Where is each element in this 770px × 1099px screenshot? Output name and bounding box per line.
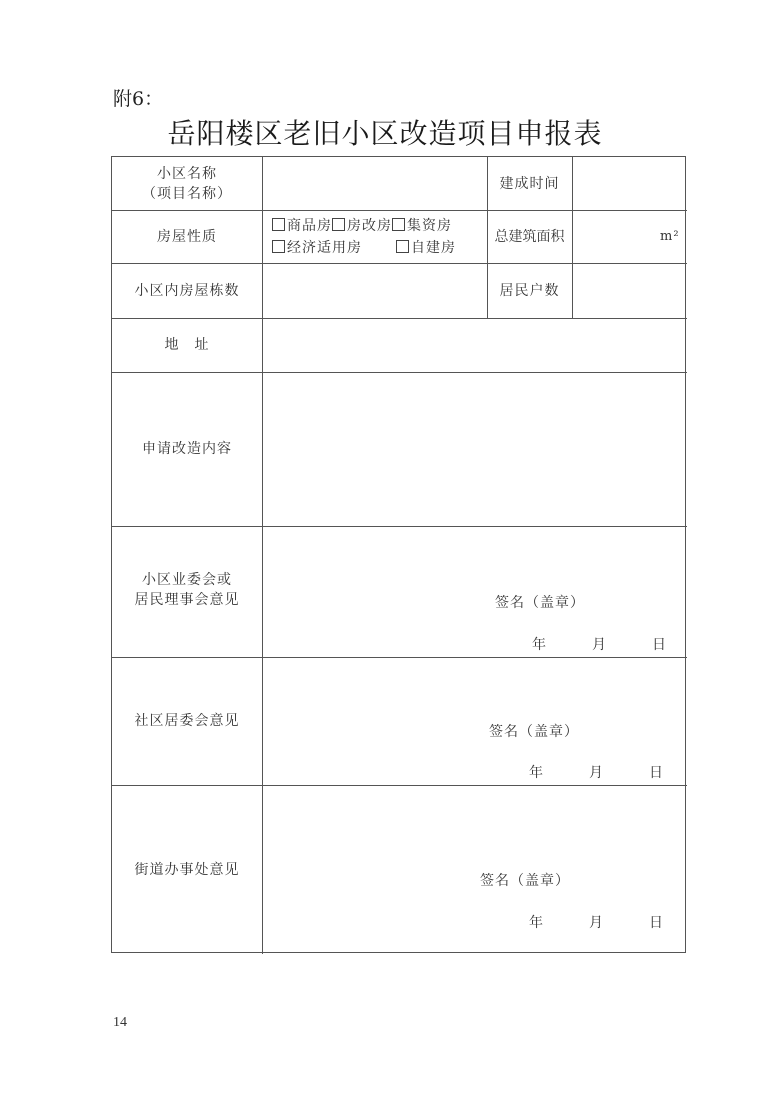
building-count-label: 小区内房屋栋数 — [134, 283, 240, 299]
page-number: 14 — [113, 1015, 127, 1030]
signature-seal-label: 签名（盖章） — [480, 873, 570, 889]
date-label: 年 月 日 — [529, 915, 664, 931]
total-floor-area-label: 总建筑面积 — [494, 229, 565, 245]
application-form-table — [111, 156, 686, 953]
row-divider — [112, 318, 687, 319]
project-name-label: 小区名称 （项目名称） — [142, 166, 232, 202]
street-office-opinion-label: 街道办事处意见 — [134, 862, 240, 878]
renovation-content-label: 申请改造内容 — [142, 441, 232, 457]
row-divider — [112, 657, 687, 658]
date-label: 年 月 日 — [532, 637, 667, 653]
attachment-label: 附6： — [113, 88, 164, 110]
checkbox-collective-housing[interactable]: 集资房 — [392, 218, 452, 234]
checkbox-reform-housing[interactable]: 房改房 — [332, 218, 392, 234]
checkbox-icon[interactable] — [392, 218, 405, 231]
row-divider — [112, 210, 687, 211]
project-name-field[interactable] — [263, 158, 486, 209]
address-label: 地 址 — [164, 337, 210, 353]
completion-date-label: 建成时间 — [499, 176, 560, 192]
area-unit: m² — [660, 229, 680, 244]
row-divider — [112, 785, 687, 786]
checkbox-icon[interactable] — [272, 240, 285, 253]
community-committee-opinion-label: 社区居委会意见 — [134, 713, 240, 729]
checkbox-icon[interactable] — [272, 218, 285, 231]
date-label: 年 月 日 — [529, 765, 664, 781]
row-divider — [112, 372, 687, 373]
completion-date-field[interactable] — [573, 158, 686, 209]
checkbox-icon[interactable] — [396, 240, 409, 253]
housing-type-options-line2 — [272, 238, 456, 258]
row-divider — [112, 526, 687, 527]
checkbox-affordable-housing[interactable]: 经济适用房 — [272, 240, 362, 256]
checkbox-icon[interactable] — [332, 218, 345, 231]
signature-seal-label: 签名（盖章） — [489, 724, 579, 740]
form-title: 岳阳楼区老旧小区改造项目申报表 — [167, 117, 603, 150]
housing-type-options — [272, 216, 452, 236]
checkbox-self-built-housing[interactable]: 自建房 — [396, 240, 456, 256]
column-divider — [262, 157, 263, 954]
signature-seal-label: 签名（盖章） — [495, 595, 585, 611]
housing-type-label: 房屋性质 — [157, 229, 217, 245]
checkbox-commercial-housing[interactable]: 商品房 — [272, 218, 332, 234]
owners-committee-opinion-label: 小区业委会或 居民理事会意见 — [134, 572, 240, 608]
household-count-label: 居民户数 — [499, 283, 560, 299]
row-divider — [112, 263, 687, 264]
